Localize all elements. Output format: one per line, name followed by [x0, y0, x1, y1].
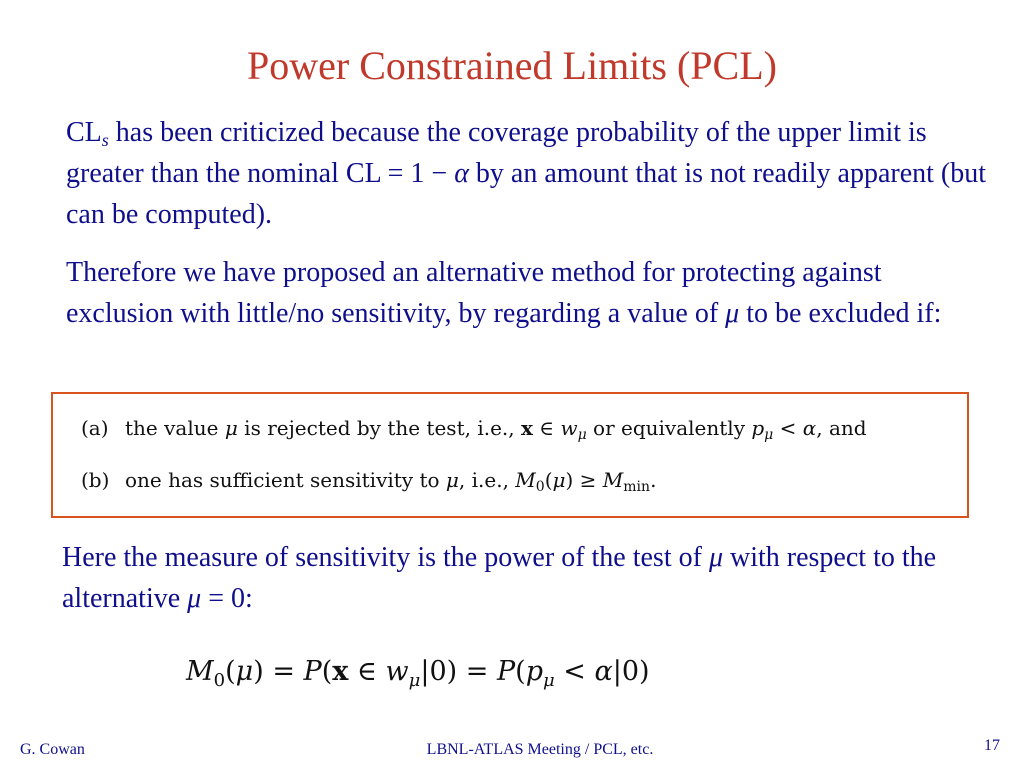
paragraph-cls-criticism — [66, 112, 986, 235]
condition-a-w-sub: μ — [577, 427, 587, 443]
formula-x: x — [332, 656, 349, 687]
formula-p-sub: μ — [542, 670, 555, 691]
paragraph3-text-c: = 0: — [201, 583, 253, 614]
formula-P: P — [303, 656, 322, 687]
paragraph1-text-a: has been criticized because the coverage probability of the upper limit is greater than the nominal CL = 1 − — [66, 117, 927, 189]
condition-a-t3: ∈ — [532, 416, 561, 440]
formula-t3: ( — [321, 656, 333, 687]
formula-t4: ∈ — [348, 656, 386, 687]
formula-t8: |0) — [612, 656, 650, 687]
condition-b-t3: ( — [544, 468, 553, 492]
slide-title: Power Constrained Limits (PCL) — [247, 43, 777, 88]
condition-b-tag: (b) — [81, 468, 110, 492]
condition-b-mu2: μ — [552, 468, 566, 492]
paragraph3-text-b: with respect to the alternative — [62, 542, 937, 614]
condition-b-M2: M — [602, 468, 624, 492]
condition-a-p-sub: μ — [764, 427, 774, 443]
condition-b-t1: one has sufficient sensitivity to — [125, 468, 446, 492]
condition-a-w: w — [560, 416, 578, 440]
power-formula — [186, 652, 650, 692]
formula-M: M — [186, 656, 214, 687]
condition-b-M: M — [515, 468, 536, 492]
paragraph-sensitivity-measure — [62, 537, 962, 619]
condition-a-t2: is rejected by the test, i.e., — [237, 416, 521, 440]
condition-b-M2-sub: min — [623, 479, 651, 495]
formula-t7: < — [554, 656, 595, 687]
footer-meeting: LBNL-ATLAS Meeting / PCL, etc. — [426, 741, 654, 758]
footer-author: G. Cowan — [20, 741, 85, 758]
formula-t1: ( — [225, 656, 236, 687]
mu-symbol: μ — [725, 298, 740, 329]
paragraph-alternative-method — [66, 252, 986, 334]
cl-symbol: CL — [66, 117, 102, 148]
condition-a-alpha: α — [802, 416, 817, 440]
condition-a-x: x — [520, 416, 533, 440]
condition-a-t4: or equivalently — [586, 416, 752, 440]
condition-a-p: p — [751, 416, 765, 440]
formula-mu: μ — [235, 656, 254, 687]
condition-a-mu: μ — [224, 416, 238, 440]
formula-t2: ) = — [253, 656, 304, 687]
condition-a — [81, 414, 867, 442]
formula-P2: P — [496, 656, 516, 687]
paragraph3-text-a: Here the measure of sensitivity is the power of the test of — [62, 542, 709, 573]
formula-M-sub: 0 — [213, 670, 226, 691]
condition-a-t1: the value — [125, 416, 225, 440]
conditions-box — [51, 392, 969, 518]
formula-p: p — [525, 656, 543, 687]
formula-alpha: α — [594, 656, 613, 687]
condition-b-mu: μ — [445, 468, 459, 492]
cl-subscript: s — [101, 130, 109, 150]
condition-a-tag: (a) — [81, 416, 109, 440]
alpha-symbol: α — [454, 158, 469, 189]
paragraph2-text-a: Therefore we have proposed an alternative method for protecting against exclusion with little/no sensitivity, by regarding a value of — [66, 257, 882, 329]
formula-w: w — [385, 656, 409, 687]
formula-t5: |0) = — [420, 656, 497, 687]
paragraph1-text-b: by an amount that is not readily apparent (but can be computed). — [66, 158, 987, 230]
formula-t6: ( — [515, 656, 526, 687]
paragraph3-mu: μ — [708, 542, 723, 573]
condition-b-M-sub: 0 — [535, 479, 545, 495]
condition-b — [81, 466, 656, 494]
condition-b-t4: ) ≥ — [565, 468, 603, 492]
paragraph2-text-b: to be excluded if: — [739, 298, 942, 329]
formula-w-sub: μ — [408, 670, 421, 691]
condition-b-t5: . — [650, 468, 657, 492]
condition-b-t2: , i.e., — [458, 468, 516, 492]
condition-a-t5: < — [773, 416, 803, 440]
paragraph3-mu2: μ — [187, 583, 202, 614]
condition-a-t6: , and — [816, 416, 867, 440]
page-number: 17 — [984, 737, 1000, 754]
